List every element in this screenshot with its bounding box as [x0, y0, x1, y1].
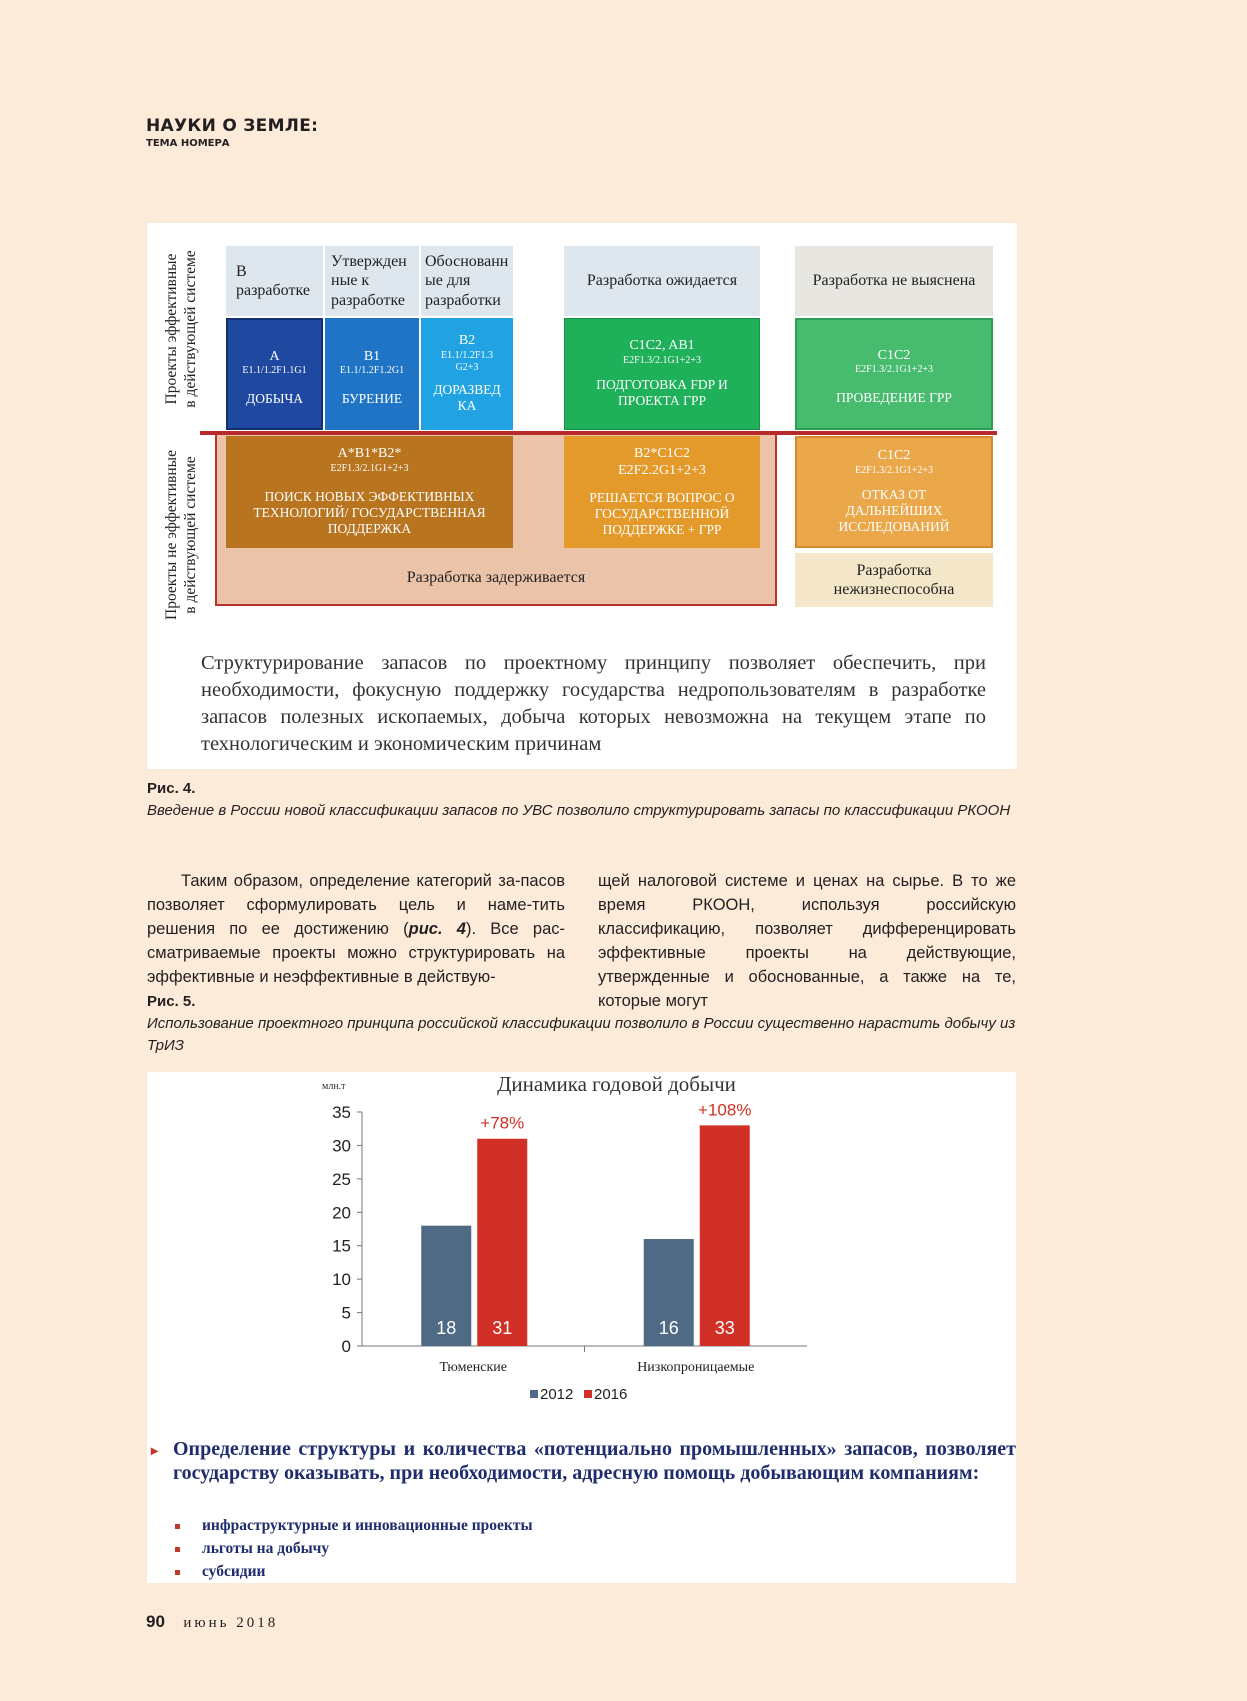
y-tick-label: 10	[332, 1270, 351, 1290]
body-column-left: Таким образом, определение категорий за-пасов позволяет сформулировать цель и наме-тить решения по ее достижению (рис. 4). Все рас-сматриваемые проекты можно структурировать на эффективные и неэффективные в действую-	[147, 872, 566, 986]
header-justified: Обоснованн ые для разработки	[421, 246, 513, 316]
square-bullet-icon	[175, 1570, 180, 1575]
square-bullet-icon	[175, 1547, 180, 1552]
header-expected: Разработка ожидается	[564, 246, 760, 316]
bar-value-label: 31	[492, 1318, 513, 1338]
y-tick-label: 30	[332, 1136, 351, 1156]
bar-chart	[147, 1072, 1016, 1422]
header-approved: Утвержден ные к разработке	[325, 246, 419, 316]
delayed-label: Разработка задерживается	[406, 569, 586, 587]
page-footer	[146, 1612, 278, 1632]
side-label-effective: Проекты эффективные в действующей системе	[163, 250, 199, 408]
bar-value-label: 18	[436, 1318, 457, 1338]
divider-line	[200, 431, 997, 435]
bar-2016	[700, 1125, 750, 1346]
growth-annotation: +108%	[698, 1100, 752, 1120]
cell-state-support: B2*C1C2 E2F2.2G1+2+3 РЕШАЕТСЯ ВОПРОС О ГОСУДАРСТВЕННОЙ ПОДДЕРЖКЕ + ГРР	[564, 436, 760, 548]
cell-abandon-research: C1C2 E2F1.3/2.1G1+2+3 ОТКАЗ ОТ ДАЛЬНЕЙШИХ ИССЛЕДОВАНИЙ	[795, 436, 993, 548]
figure-5-caption	[147, 991, 1017, 1057]
figure-5-number: Рис. 5.	[147, 993, 196, 1010]
y-tick-label: 15	[332, 1236, 351, 1256]
body-column-right: щей налоговой системе и ценах на сырье. В то же время РКООН, используя российскую классификацию, позволяет дифференцировать эффективные проекты на действующие, утвержденные и обоснованные, а также на те, которые могут	[598, 872, 1016, 1010]
growth-annotation: +78%	[480, 1113, 525, 1133]
figure-5	[147, 1072, 1016, 1583]
figure-5-description: Использование проектного принципа российской классификации позволило в России существенно нарастить добычу из ТрИЗ	[147, 1015, 1016, 1054]
cell-drilling: B1 E1.1/1.2F1.2G1 БУРЕНИЕ	[325, 318, 419, 430]
bar-value-label: 16	[658, 1318, 679, 1338]
chart-title: Динамика годовой добычи	[497, 1072, 736, 1096]
figure-4-caption	[147, 778, 1017, 822]
section-title: НАУКИ О ЗЕМЛЕ:	[146, 116, 319, 136]
cell-fdp-preparation: C1C2, AB1 E2F1.3/2.1G1+2+3 ПОДГОТОВКА FDP И ПРОЕКТА ГРР	[564, 318, 760, 430]
figure-4	[147, 223, 1017, 769]
category-label: Тюменские	[439, 1360, 507, 1375]
sub-bullet-item: инфраструктурные и инновационные проекты	[175, 1517, 533, 1535]
unviable-label: Разработка нежизнеспособна	[795, 553, 993, 607]
figure-4-ref-link[interactable]: рис. 4	[408, 920, 466, 938]
cell-new-technologies: A*B1*B2* E2F1.3/2.1G1+2+3 ПОИСК НОВЫХ ЭФФЕКТИВНЫХ ТЕХНОЛОГИЙ/ ГОСУДАРСТВЕННАЯ ПОДДЕРЖКА	[226, 436, 513, 548]
category-label: Низкопроницаемые	[637, 1360, 755, 1375]
figure-4-text: Структурирование запасов по проектному принципу позволяет обеспечить, при необходимости, фокусную поддержку государства недропользователям в разработке запасов полезных ископаемых, добыча которых невозможна на текущем этапе по технологическим и экономическим причинам	[201, 652, 986, 755]
page-number: 90	[146, 1612, 165, 1631]
sub-bullet-item: субсидии	[175, 1563, 265, 1581]
cell-additional-exploration: B2 E1.1/1.2F1.3 G2+3 ДОРАЗВЕД КА	[421, 318, 513, 430]
main-bullet: ▸ Определение структуры и количества «потенциально промышленных» запасов, позволяет государству оказывать, при необходимости, адресную помощь добывающим компаниям:	[151, 1438, 1016, 1484]
section-subtitle: ТЕМА НОМЕРА	[146, 138, 230, 149]
issue-date: июнь 2018	[183, 1615, 279, 1631]
cell-production: А E1.1/1.2F1.1G1 ДОБЫЧА	[226, 318, 323, 430]
header-in-development: В разработке	[226, 246, 323, 316]
y-tick-label: 0	[341, 1337, 351, 1356]
figure-4-description: Введение в России новой классификации запасов по УВС позволило структурировать запасы по классификации РКООН	[147, 802, 1011, 819]
legend-label-2012: 2012	[540, 1386, 574, 1403]
arrow-bullet-icon: ▸	[151, 1444, 159, 1459]
y-axis-unit-label: млн.т	[322, 1081, 346, 1092]
y-tick-label: 20	[332, 1203, 351, 1223]
figure-4-number: Рис. 4.	[147, 780, 196, 797]
bar-2016	[477, 1139, 527, 1346]
y-tick-label: 25	[332, 1169, 351, 1189]
legend-swatch-2016	[584, 1390, 592, 1398]
bar-value-label: 33	[714, 1318, 735, 1338]
sub-bullet-item: льготы на добычу	[175, 1540, 329, 1558]
y-tick-label: 5	[341, 1303, 351, 1323]
legend-label-2016: 2016	[594, 1386, 628, 1403]
header-unclear: Разработка не выяснена	[795, 246, 993, 316]
cell-exploration: C1C2 E2F1.3/2.1G1+2+3 ПРОВЕДЕНИЕ ГРР	[795, 318, 993, 430]
square-bullet-icon	[175, 1524, 180, 1529]
section-header	[146, 116, 318, 149]
side-label-ineffective: Проекты не эффективные в действующей системе	[163, 450, 199, 620]
y-tick-label: 35	[332, 1103, 351, 1122]
legend-swatch-2012	[530, 1390, 538, 1398]
